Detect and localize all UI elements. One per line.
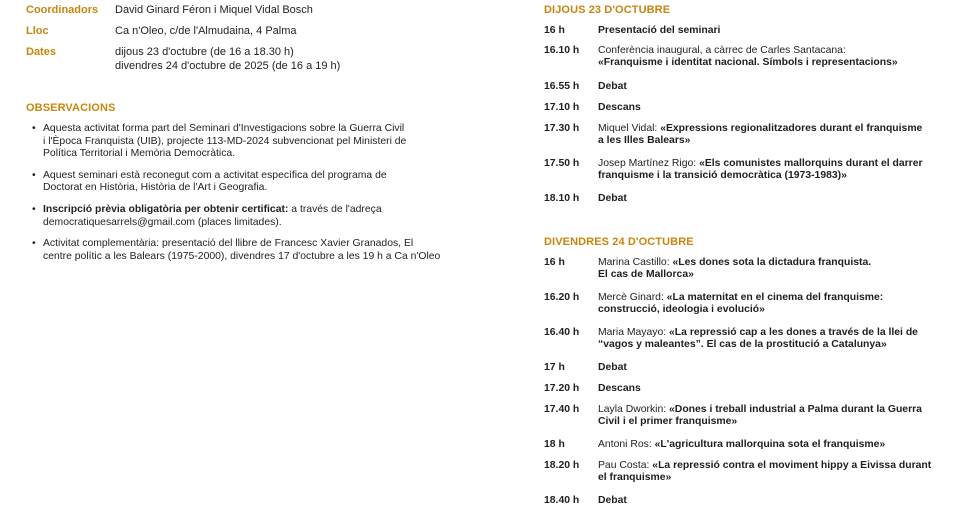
talk-title: Descans [598, 383, 641, 394]
talk-title: Debat [598, 362, 627, 373]
talk-title: Debat [598, 81, 627, 92]
schedule-time: 17 h [544, 362, 565, 373]
observacions-list [26, 123, 456, 272]
schedule-row [544, 495, 954, 507]
talk-title: Descans [598, 102, 641, 113]
talk-title: El cas de Mallorca» [598, 269, 694, 281]
talk-title: construcció, ideologia i evolució» [598, 304, 765, 316]
talk-title: «Els comunistes mallorquins durant el darrer [699, 158, 923, 169]
speaker: Miquel Vidal: [598, 123, 661, 134]
schedule-row [544, 193, 954, 205]
schedule-text [598, 123, 954, 148]
schedule-time: 18.20 h [544, 460, 580, 471]
talk-title: «La repressió cap a les dones a través de la llei de [669, 327, 918, 338]
schedule-time: 16.20 h [544, 292, 580, 303]
schedule-text [598, 25, 954, 37]
talk-title: «Franquisme i identitat nacional. Símbols i representacions» [598, 57, 898, 69]
observacions-heading: OBSERVACIONS [26, 102, 116, 114]
schedule-time: 18 h [544, 439, 565, 450]
talk-title: a les Illes Balears» [598, 135, 691, 147]
speaker: Maria Mayayo: [598, 327, 670, 338]
talk-title: Debat [598, 193, 627, 204]
schedule-text [598, 81, 954, 93]
schedule-time: 17.20 h [544, 383, 580, 394]
speaker: Pau Costa: [598, 460, 653, 471]
schedule-row [544, 123, 954, 148]
info-label: Dates [26, 46, 56, 58]
talk-title: “vagos y maleantes”. El cas de la prostitució a Catalunya» [598, 339, 887, 351]
info-value: Ca n'Oleo, c/de l'Almudaina, 4 Palma [115, 25, 297, 37]
schedule-text [598, 102, 954, 114]
info-row-lloc [26, 25, 456, 39]
list-item: • Aquest seminari està reconegut com a activitat específica del programa de Doctorat en Història, Història de l'Art i Geografia. [26, 170, 456, 195]
schedule-row [544, 81, 954, 93]
info-value: David Ginard Féron i Miquel Vidal Bosch [115, 4, 313, 16]
schedule-row [544, 257, 954, 282]
talk-title: «L'agricultura mallorquina sota el franquisme» [654, 439, 886, 450]
info-label: Coordinadors [26, 4, 99, 16]
talk-title: Presentació del seminari [598, 25, 721, 36]
schedule-time: 17.30 h [544, 123, 580, 134]
talk-title: «Les dones sota la dictadura franquista. [672, 257, 872, 268]
talk-title: Civil i el primer franquisme» [598, 416, 738, 428]
schedule-text [598, 495, 954, 507]
info-row-dates [26, 46, 456, 73]
speaker: Conferència inaugural, a càrrec de Carles Santacana: [598, 45, 846, 56]
day-heading-friday: DIVENDRES 24 D'OCTUBRE [544, 236, 694, 248]
speaker: Layla Dworkin: [598, 404, 670, 415]
schedule-row [544, 158, 954, 183]
schedule-time: 16 h [544, 25, 565, 36]
schedule-time: 17.10 h [544, 102, 580, 113]
talk-title: el franquisme» [598, 472, 672, 484]
schedule-text [598, 158, 954, 183]
schedule-time: 17.40 h [544, 404, 580, 415]
speaker: Antoni Ros: [598, 439, 655, 450]
talk-title: «La repressió contra el moviment hippy a Eivissa durant [652, 460, 932, 471]
speaker: Mercè Ginard: [598, 292, 667, 303]
schedule-time: 18.10 h [544, 193, 580, 204]
talk-title: «Expressions regionalitzadores durant el franquisme [660, 123, 923, 134]
schedule-row [544, 460, 954, 485]
schedule-row [544, 25, 954, 37]
schedule-time: 16.10 h [544, 45, 580, 56]
list-item: • Inscripció prèvia obligatòria per obtenir certificat: a través de l'adreça democratiquesarrels@gmail.com (places limitades). [26, 204, 456, 229]
schedule-text [598, 404, 954, 429]
info-value: dijous 23 d'octubre (de 16 a 18.30 h) divendres 24 d'octubre de 2025 (de 16 a 19 h) [115, 46, 341, 72]
schedule-time: 17.50 h [544, 158, 580, 169]
talk-title: Debat [598, 495, 627, 506]
speaker: Josep Martínez Rigo: [598, 158, 700, 169]
schedule-time: 16.40 h [544, 327, 580, 338]
schedule-row [544, 439, 954, 451]
schedule-text [598, 383, 954, 395]
day-heading-thursday: DIJOUS 23 D'OCTUBRE [544, 4, 671, 16]
schedule-text [598, 292, 954, 317]
schedule-row [544, 327, 954, 352]
speaker: Marina Castillo: [598, 257, 673, 268]
schedule-time: 16 h [544, 257, 565, 268]
schedule-text [598, 193, 954, 205]
registration-note: Inscripció prèvia obligatòria per obtenir certificat: [43, 203, 289, 215]
talk-title: «Dones i treball industrial a Palma durant la Guerra [669, 404, 922, 415]
schedule-row [544, 404, 954, 429]
list-item: • Activitat complementària: presentació del llibre de Francesc Xavier Granados, El centre polític a les Balears (1975-2000), divendres 17 d'octubre a les 19 h a Ca n'Oleo [26, 238, 456, 263]
list-item: • Aquesta activitat forma part del Seminari d'Investigacions sobre la Guerra Civil i l'Època Franquista (UIB), projecte 113-MD-2024 subvencionat pel Ministeri de Política Territorial i Memòria Democràtica. [26, 123, 456, 161]
schedule-text [598, 460, 954, 485]
schedule-row [544, 362, 954, 374]
talk-title: franquisme i la transició democràtica (1973-1983)» [598, 170, 847, 182]
schedule-text [598, 257, 954, 282]
schedule-row [544, 102, 954, 114]
schedule-time: 16.55 h [544, 81, 580, 92]
schedule-row [544, 383, 954, 395]
talk-title: «La maternitat en el cinema del franquisme: [666, 292, 884, 303]
schedule-text [598, 327, 954, 352]
schedule-row [544, 292, 954, 317]
schedule-row [544, 45, 954, 70]
info-row-coordinadors [26, 4, 456, 18]
info-label: Lloc [26, 25, 49, 37]
schedule-time: 18.40 h [544, 495, 580, 506]
schedule-text [598, 439, 954, 451]
schedule-text [598, 362, 954, 374]
schedule-text [598, 45, 954, 70]
